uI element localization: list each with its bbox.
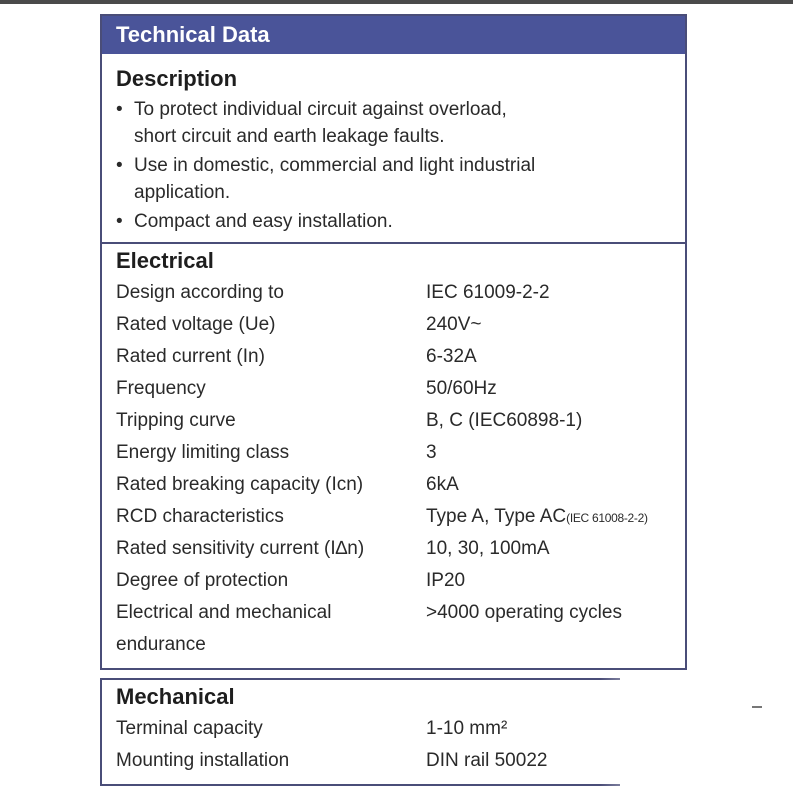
spec-label: Mounting installation — [116, 750, 290, 771]
spec-label: Frequency — [116, 378, 206, 399]
spec-value: 240V~ — [426, 314, 482, 335]
spec-value-standard: (IEC 61008-2-2) — [566, 511, 648, 525]
spec-label: Degree of protection — [116, 570, 289, 591]
description-bullet-3 — [116, 208, 676, 235]
spec-label: Rated current (In) — [116, 346, 265, 367]
spec-label: Rated breaking capacity (Icn) — [116, 474, 364, 495]
spec-value: 6kA — [426, 474, 459, 495]
spec-value — [426, 506, 648, 528]
spec-value: 1-10 mm² — [426, 718, 508, 739]
spec-value-main: Type A, Type AC — [426, 506, 567, 527]
spec-value: IP20 — [426, 570, 466, 591]
image-artifact — [752, 706, 762, 708]
spec-label: Terminal capacity — [116, 718, 263, 739]
spec-label: Rated sensitivity current (I∆n) — [116, 538, 365, 559]
bullet-text: Use in domestic, commercial and light industrial — [134, 155, 536, 176]
spec-value: 50/60Hz — [426, 378, 497, 399]
technical-data-box — [100, 14, 687, 670]
spec-label: Tripping curve — [116, 410, 236, 431]
mechanical-box — [100, 678, 620, 786]
section-divider — [102, 242, 685, 244]
spec-value: 10, 30, 100mA — [426, 538, 550, 559]
spec-value: B, C (IEC60898-1) — [426, 410, 583, 431]
spec-label: RCD characteristics — [116, 506, 284, 527]
top-rule — [0, 0, 793, 4]
spec-value: 3 — [426, 442, 437, 463]
bullet-text: To protect individual circuit against overload, — [134, 99, 507, 120]
bullet-text: Compact and easy installation. — [134, 211, 393, 232]
image-edge-fade — [600, 676, 720, 790]
electrical-heading: Electrical — [116, 248, 214, 273]
spec-label: Energy limiting class — [116, 442, 290, 463]
spec-label-continued: endurance — [116, 634, 206, 655]
bullet-dot: • — [116, 155, 123, 176]
description-bullet-2 — [116, 152, 676, 206]
description-heading: Description — [116, 66, 238, 91]
bullet-dot: • — [116, 99, 123, 120]
spec-label: Rated voltage (Ue) — [116, 314, 276, 335]
technical-data-header: Technical Data — [102, 16, 685, 54]
spec-value: >4000 operating cycles — [426, 602, 622, 623]
spec-value: 6-32A — [426, 346, 477, 367]
mechanical-heading: Mechanical — [116, 684, 235, 709]
spec-label: Design according to — [116, 282, 284, 303]
spec-label: Electrical and mechanical — [116, 602, 332, 623]
description-bullet-1 — [116, 96, 676, 150]
bullet-text-continued: application. — [134, 182, 231, 203]
bullet-text-continued: short circuit and earth leakage faults. — [134, 126, 445, 147]
spec-value: IEC 61009-2-2 — [426, 282, 550, 303]
spec-value: DIN rail 50022 — [426, 750, 548, 771]
bullet-dot: • — [116, 211, 123, 232]
